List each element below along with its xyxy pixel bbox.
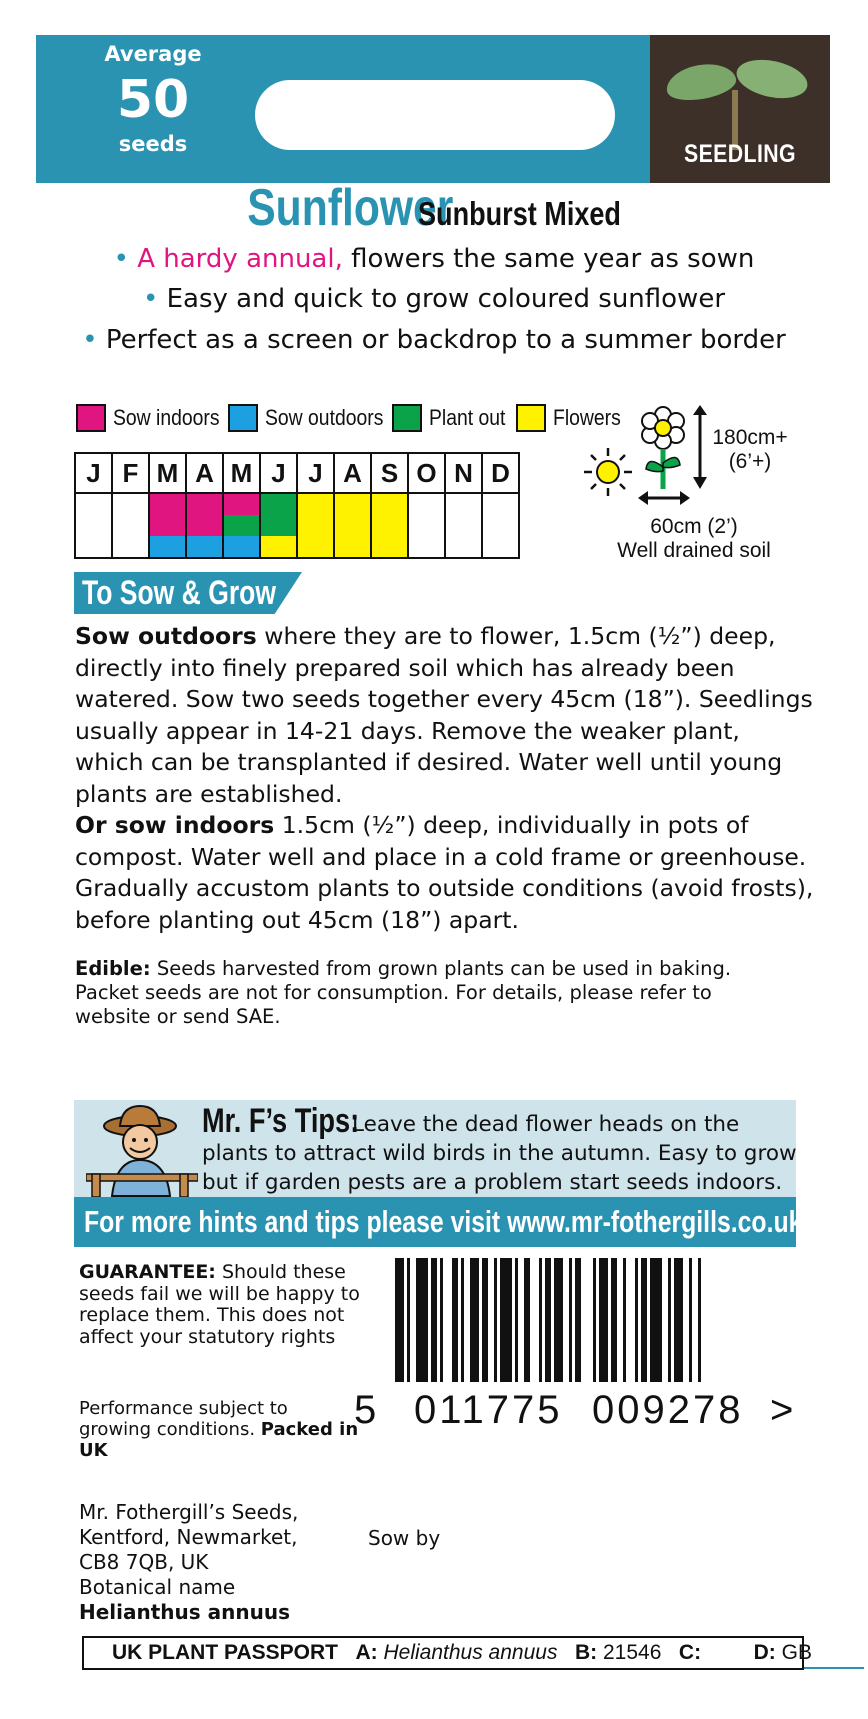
- sow-indoors-paragraph: Or sow indoors 1.5cm (½”) deep, individually in pots of compost. Water well and place in a cold frame or greenhouse. Gradually accustom plants to outside conditions (avoid frosts), before planting out 45cm (18”) apart.: [75, 811, 814, 934]
- barcode-bar: [524, 1258, 530, 1382]
- divider: [804, 1667, 864, 1669]
- barcode-group-1: 011775: [414, 1388, 563, 1432]
- barcode-bar: [641, 1258, 647, 1382]
- legend-swatch-plant-out: [392, 404, 422, 432]
- calendar-month-label: M: [149, 453, 186, 493]
- product-variety: Sunburst Mixed: [418, 195, 622, 232]
- calendar-month-label: J: [260, 453, 297, 493]
- calendar-month-label: O: [408, 453, 445, 493]
- calendar-month-label: J: [75, 453, 112, 493]
- soil-type: Well drained soil: [617, 539, 771, 562]
- barcode-bar: [440, 1258, 443, 1382]
- barcode-bar: [482, 1258, 488, 1382]
- calendar-month-cell: [334, 493, 371, 558]
- legend-label: Flowers: [553, 405, 621, 430]
- barcode-bar: [689, 1258, 692, 1382]
- calendar-month-cell: [371, 493, 408, 558]
- barcode-end-mark: >: [770, 1388, 794, 1432]
- barcode-bar: [650, 1258, 662, 1382]
- feature-bullet: • Easy and quick to grow coloured sunflower: [142, 284, 726, 314]
- barcode-bar: [407, 1258, 410, 1382]
- calendar-month-cell: [149, 493, 186, 558]
- calendar-month-label: J: [297, 453, 334, 493]
- barcode-bar: [599, 1258, 608, 1382]
- calendar-month-cell: [260, 493, 297, 558]
- barcode-bar: [500, 1258, 512, 1382]
- barcode-bar: [431, 1258, 437, 1382]
- plant-height: 180cm+: [712, 426, 788, 449]
- full-sun-icon: [582, 446, 634, 498]
- calendar-month-label: S: [371, 453, 408, 493]
- calendar-month-cell: [297, 493, 334, 558]
- tips-banner-text[interactable]: For more hints and tips please visit www.mr-fothergills.co.uk: [84, 1204, 803, 1239]
- barcode: [395, 1258, 795, 1382]
- barcode-bar: [416, 1258, 428, 1382]
- barcode-bar: [611, 1258, 617, 1382]
- sowing-calendar: [74, 452, 520, 559]
- calendar-month-label: D: [482, 453, 519, 493]
- seed-count-value: 50: [116, 70, 190, 130]
- sow-by-label: Sow by: [368, 1526, 441, 1550]
- label-window: [255, 80, 615, 150]
- product-name: Sunflower: [247, 179, 454, 237]
- barcode-bar: [593, 1258, 596, 1382]
- calendar-month-label: A: [334, 453, 371, 493]
- barcode-bar: [623, 1258, 626, 1382]
- feature-bullet: • A hardy annual, flowers the same year as sown: [113, 244, 755, 274]
- seed-count-label-bottom: seeds: [118, 132, 188, 156]
- performance-text: Performance subject to growing conditions. Packed in UK: [79, 1398, 359, 1461]
- section-heading: To Sow & Grow: [82, 574, 276, 612]
- legend-swatch-sow-indoors: [76, 404, 106, 432]
- legend-swatch-flowers: [516, 404, 546, 432]
- company-address: Mr. Fothergill’s Seeds, Kentford, Newmarket, CB8 7QB, UK Botanical name Helianthus annuus: [79, 1500, 379, 1625]
- calendar-month-cell: [75, 493, 112, 558]
- plant-spread: 60cm (2’): [650, 515, 738, 538]
- calendar-month-cell: [482, 493, 519, 558]
- barcode-first-digit: 5: [354, 1388, 377, 1432]
- barcode-bar: [452, 1258, 458, 1382]
- plant-passport: UK PLANT PASSPORT A: Helianthus annuus B: 21546 C: D: GB: [82, 1636, 804, 1670]
- sow-outdoors-paragraph: Sow outdoors where they are to flower, 1.5cm (½”) deep, directly into finely prepared soil which has already been watered. Sow two seeds together every 45cm (18”). Seedlings usually appear in 14-21 days. Remove the weaker plant, which can be transplanted if desired. Water well until young plants are established.: [75, 622, 813, 808]
- mr-fothergill-mascot-icon: [86, 1100, 198, 1197]
- barcode-bar: [515, 1258, 518, 1382]
- calendar-month-cell: [445, 493, 482, 558]
- barcode-bar: [461, 1258, 464, 1382]
- calendar-month-label: A: [186, 453, 223, 493]
- barcode-bar: [569, 1258, 572, 1382]
- barcode-bar: [545, 1258, 551, 1382]
- barcode-bar: [395, 1258, 404, 1382]
- feature-bullet: • Perfect as a screen or backdrop to a summer border: [82, 325, 786, 355]
- edible-note: Edible: Seeds harvested from grown plants can be used in baking. Packet seeds are not for consumption. For details, please refer to website or send SAE.: [75, 957, 732, 1028]
- barcode-bar: [554, 1258, 563, 1382]
- barcode-bar: [575, 1258, 581, 1382]
- calendar-month-label: M: [223, 453, 260, 493]
- barcode-bar: [494, 1258, 497, 1382]
- legend-label: Sow outdoors: [265, 405, 384, 430]
- calendar-month-label: N: [445, 453, 482, 493]
- plant-height-imperial: (6’+): [728, 450, 772, 473]
- guarantee-text: GUARANTEE: Should these seeds fail we will be happy to replace them. This does not affect your statutory rights: [79, 1261, 360, 1348]
- calendar-month-cell: [186, 493, 223, 558]
- barcode-group-2: 009278: [592, 1388, 744, 1432]
- seedling-caption: SEEDLING: [683, 140, 797, 168]
- calendar-month-cell: [112, 493, 149, 558]
- product-title: [0, 178, 868, 238]
- barcode-bar: [698, 1258, 701, 1382]
- tips-text: Leave the dead flower heads on the plants to attract wild birds in the autumn. Easy to grow but if garden pests are a problem start seeds indoors.: [202, 1112, 797, 1195]
- seed-count-label-top: Average: [104, 42, 202, 66]
- barcode-bar: [539, 1258, 542, 1382]
- calendar-month-cell: [408, 493, 445, 558]
- barcode-bar: [674, 1258, 683, 1382]
- tips-heading: Mr. F’s Tips:: [202, 1102, 360, 1140]
- barcode-bar: [470, 1258, 479, 1382]
- barcode-bar: [668, 1258, 671, 1382]
- legend-label: Sow indoors: [113, 405, 220, 430]
- calendar-month-label: F: [112, 453, 149, 493]
- legend-swatch-sow-outdoors: [228, 404, 258, 432]
- barcode-bar: [635, 1258, 638, 1382]
- legend-label: Plant out: [429, 405, 506, 430]
- botanical-name: Helianthus annuus: [79, 1600, 291, 1624]
- calendar-month-cell: [223, 493, 260, 558]
